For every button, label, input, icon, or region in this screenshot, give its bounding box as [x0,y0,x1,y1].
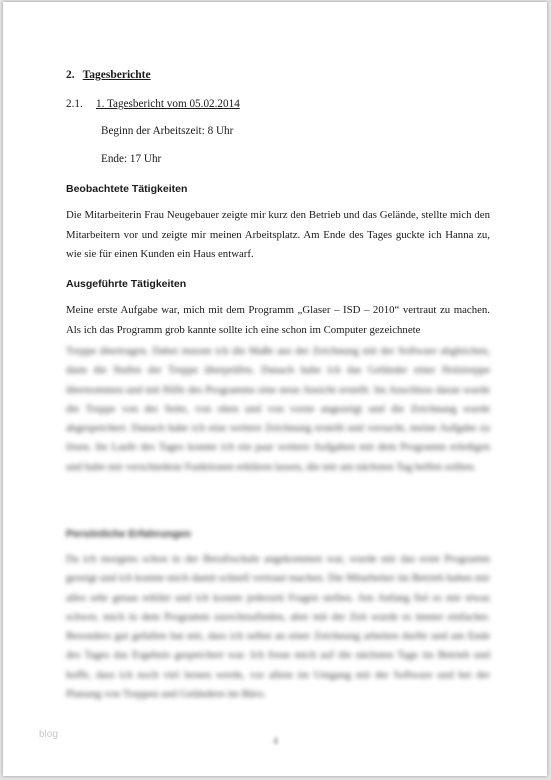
observed-activities-heading: Beobachtete Tätigkeiten [66,183,188,195]
observed-activities-text: Die Mitarbeiterin Frau Neugebauer zeigte mir kurz den Betrieb und das Gelände, stellte mich den Mitarbeitern vor und zeigte mir meinen Arbeitsplatz. Am Ende des Tages guckte ich Hanna zu, wie sie für einen Kunden ein Haus entwarf. [66,209,490,260]
subsection-heading [66,95,240,113]
document-page [3,2,547,776]
section-heading [66,66,151,84]
section-heading-number: 2. [66,69,75,81]
work-end-line: Ende: 17 Uhr [101,153,162,165]
performed-activities-heading: Ausgeführte Tätigkeiten [66,278,187,290]
blog-watermark: blog [39,729,58,740]
section-heading-title: Tagesberichte [82,69,151,81]
page-number: 4 [273,736,278,747]
work-start-line: Beginn der Arbeitszeit: 8 Uhr [101,125,234,137]
subsection-heading-title: 1. Tagesbericht vom 05.02.2014 [96,98,240,110]
blurred-paragraph-1: Treppe übertragen. Dabei musste ich die Maße aus der Zeichnung mit der Software abgleichen, dann die Stufen der Treppe überprüfen. Danach habe ich das Geländer einer Holztreppe übernommen und mit Hilfe des Programms eine neue Ansicht erstellt. Im Anschluss daran wurde die Treppe von der Seite, von oben und von vorne angezeigt und die Zeichnung wurde abgespeichert. Danach habe ich eine weitere Zeichnung erstellt und versucht, meine Aufgabe zu lösen. Im Laufe des Tages konnte ich ein paar weitere Aufgaben mit dem Programm erledigen und habe mir verschiedene Funktionen erklären lassen, die mir am nächsten Tag helfen sollten. [66,345,490,473]
blurred-paragraph-2: Da ich morgens schon in der Berufsschule angekommen war, wurde mir das erste Programm gezeigt und ich konnte mich damit schnell vertraut machen. Die Mitarbeiter im Betrieb haben mir alles sehr genau erklärt und ich konnte jederzeit Fragen stellen. Am Anfang fiel es mir etwas schwer, mich in dem Programm zurechtzufinden, aber mit der Zeit wurde es immer einfacher. Besonders gut gefallen hat mir, dass ich selbst an einer Zeichnung arbeiten durfte und am Ende des Tages das Ergebnis gespeichert war. Ich freue mich auf die nächsten Tage im Betrieb und hoffe, dass ich noch viel lernen werde, vor allem im Umgang mit der Software und bei der Planung von Treppen und Geländern im Büro. [66,553,490,701]
blurred-section-heading: Persönliche Erfahrungen [66,528,191,540]
subsection-heading-number: 2.1. [66,98,83,110]
performed-activities-text: Meine erste Aufgabe war, mich mit dem Programm „Glaser – ISD – 2010“ vertraut zu machen. Als ich das Programm grob kannte sollte ich eine schon im Computer gezeichnete [66,304,490,336]
